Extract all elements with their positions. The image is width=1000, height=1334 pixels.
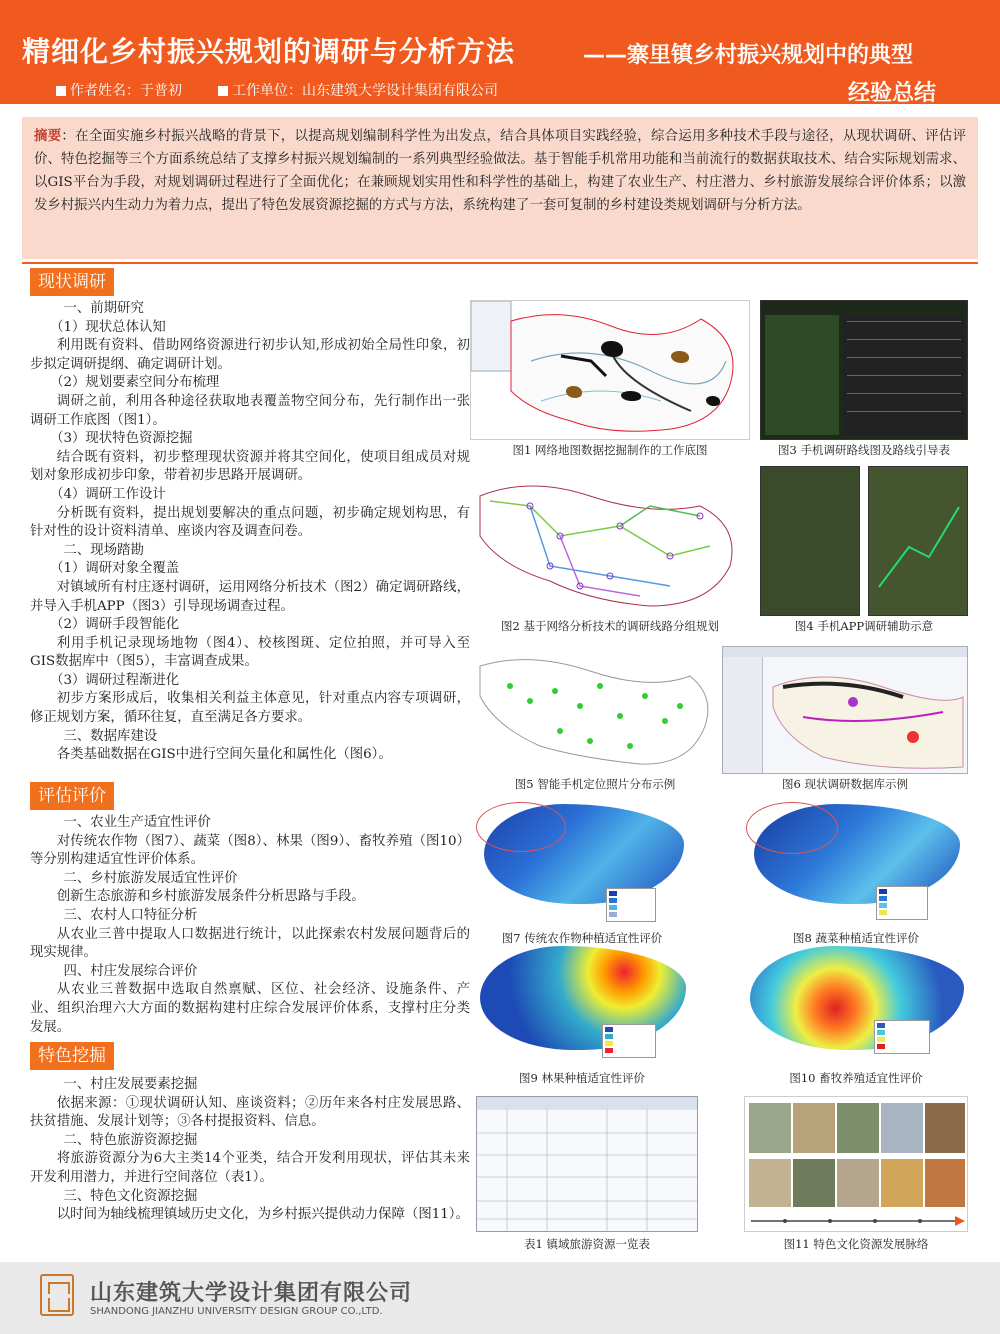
text-line: 一、农业生产适宜性评价 <box>63 815 211 830</box>
figure-11-caption: 图11 特色文化资源发展脉络 <box>783 1237 929 1251</box>
legend <box>606 888 656 922</box>
section-tag-features: 特色挖掘 <box>30 1042 114 1070</box>
text-line: 各类基础数据在GIS中进行空间矢量化和属性化（图6）。 <box>56 747 392 763</box>
settlement-blob <box>566 386 582 398</box>
page-title: 精细化乡村振兴规划的调研与分析方法 <box>22 35 516 68</box>
abstract-label: 摘要 <box>34 129 62 144</box>
figure-5-caption: 图5 智能手机定位照片分布示例 <box>514 777 676 791</box>
page-subtitle-line2: 经验总结 <box>848 81 937 106</box>
section-features-text <box>30 1076 470 1225</box>
header-banner <box>0 0 1000 104</box>
text-line: 四、村庄发展综合评价 <box>63 963 198 979</box>
text-line: （3）调研过程渐进化 <box>50 672 180 688</box>
settlement-blob <box>671 351 689 363</box>
legend <box>876 886 928 920</box>
text-line: 二、乡村旅游发展适宜性评价 <box>63 870 238 886</box>
company-logo-icon <box>40 1274 74 1316</box>
culture-photo <box>793 1103 835 1153</box>
text-line: 调研之前，利用各种途径获取地表覆盖物空间分布，先行制作出一张调研工作底图（图1）。 <box>30 393 470 428</box>
photo-locations-svg <box>470 646 720 774</box>
legend <box>874 1020 930 1054</box>
text-line: （4）调研工作设计 <box>50 486 166 502</box>
figure-6-gis-database <box>722 646 968 774</box>
text-line: （2）调研手段智能化 <box>50 617 180 633</box>
highlight-ellipse <box>476 802 566 852</box>
figure-7-crop-suitability <box>474 800 690 928</box>
culture-photo <box>925 1103 965 1153</box>
text-line: 利用手机记录现场地物（图4）、校核图斑、定位拍照，并可导入至GIS数据库中（图5），丰富调查成果。 <box>30 635 470 670</box>
culture-photo <box>793 1159 835 1207</box>
gis-toolbar <box>723 647 968 657</box>
text-line: （3）现状特色资源挖掘 <box>50 431 193 447</box>
text-line: 对传统农作物（图7）、蔬菜（图8）、林果（图9）、畜牧养殖（图10）等分别构建适宜性评价体系。 <box>30 833 470 868</box>
figure-1-caption: 图1 网络地图数据挖掘制作的工作底图 <box>512 443 708 457</box>
culture-photo <box>881 1159 923 1207</box>
author-unit: 工作单位：山东建筑大学设计集团有限公司 <box>218 80 498 100</box>
figure-9-orchard-suitability <box>474 942 690 1068</box>
text-line: 从农业三普中提取人口数据进行统计，以此探索农村发展问题背后的现实规律。 <box>30 926 470 961</box>
text-line: （1）现状总体认知 <box>50 319 166 335</box>
abstract-text: ：在全面实施乡村振兴战略的背景下，以提高规划编制科学性为出发点，结合具体项目实践经验，综合运用多种技术手段与途径，从现状调研、评估评价、特色挖掘等三个方面系统总结了支撑乡村振兴规划编制的一系列典型经验做法。基于智能手机常用功能和当前流行的数据获取技术、结合实际规划需求、以GIS平台为手段，对规划调研过程进行了全面优化；在兼顾规划实用性和科学性的基础上，构建了农业生产、村庄潜力、乡村旅游发展综合评价体系；以激发乡村振兴内生动力为着力点，提出了特色发展资源挖掘的方式与方法，系统构建了一套可复制的乡村建设类规划调研与分析方法。 <box>34 129 966 213</box>
settlement-blob <box>601 341 623 357</box>
text-line: 二、特色旅游资源挖掘 <box>63 1132 198 1148</box>
culture-photo <box>881 1103 923 1153</box>
figure-3-phone-route <box>760 300 968 440</box>
text-line: （2）规划要素空间分布梳理 <box>50 375 220 391</box>
gis-layer-panel <box>723 657 763 774</box>
figure-7-caption: 图7 传统农作物种植适宜性评价 <box>501 931 663 945</box>
satellite-map-thumb <box>765 315 839 435</box>
highlight-ellipse <box>746 802 838 854</box>
text-line: （1）调研对象全覆盖 <box>50 561 180 577</box>
page-subtitle-line1: ——寨里镇乡村振兴规划中的典型 <box>583 43 914 68</box>
section-evaluation-text <box>30 814 470 1037</box>
text-line: 初步方案形成后，收集相关利益主体意见，针对重点内容专项调研，修正规划方案，循环往复，直至满足各方要求。 <box>30 691 470 726</box>
timeline-arrow <box>745 1211 968 1231</box>
text-line: 将旅游资源分为6大主类14个亚类，结合开发利用现状，评估其未来开发利用潜力，并进行空间落位（表1）。 <box>30 1151 470 1185</box>
figure-11-culture-timeline <box>744 1096 968 1232</box>
section-tag-evaluation: 评估评价 <box>30 782 114 810</box>
figure-6-caption: 图6 现状调研数据库示例 <box>782 777 908 791</box>
culture-photo <box>837 1103 879 1153</box>
figure-1-base-map <box>470 300 750 440</box>
text-line: 三、数据库建设 <box>63 728 158 744</box>
figure-8-vegetable-suitability <box>744 800 968 928</box>
author-line <box>56 80 498 100</box>
figure-4-phone-app <box>760 466 968 616</box>
text-line: 三、特色文化资源挖掘 <box>63 1188 198 1204</box>
section-tag-survey: 现状调研 <box>30 268 114 296</box>
culture-photo <box>749 1159 791 1207</box>
text-line: 对镇域所有村庄逐村调研，运用网络分析技术（图2）确定调研路线，并导入手机APP（图3）引导现场调查过程。 <box>30 579 470 614</box>
author-name: 作者姓名：于普初 <box>56 80 182 100</box>
text-line: 利用既有资料、借助网络资源进行初步认知,形成初始全局性印象，初步拟定调研提纲、确定调研计划。 <box>30 338 470 372</box>
figure-3-caption: 图3 手机调研路线图及路线引导表 <box>778 443 950 457</box>
culture-photo <box>749 1103 791 1153</box>
settlement-blob <box>621 391 641 401</box>
phone-screen-2 <box>868 466 968 616</box>
text-line: 以时间为轴线梳理镇域历史文化，为乡村振兴提供动力保障（图11）。 <box>56 1207 469 1223</box>
figure-9-caption: 图9 林果种植适宜性评价 <box>519 1071 645 1085</box>
square-bullet-icon <box>218 86 228 96</box>
square-bullet-icon <box>56 86 66 96</box>
text-line: 分析既有资料，提出规划要解决的重点问题，初步确定规划构思，有针对性的设计资料清单、座谈内容及调查问卷。 <box>30 505 470 540</box>
figure-10-caption: 图10 畜牧养殖适宜性评价 <box>789 1071 923 1085</box>
text-line: 创新生态旅游和乡村旅游发展条件分析思路与手段。 <box>56 889 365 905</box>
figure-2-route-network <box>470 466 750 616</box>
table-1-tourism-resources <box>476 1096 698 1232</box>
figure-4-caption: 图4 手机APP调研辅助示意 <box>794 619 934 633</box>
legend <box>602 1024 656 1058</box>
base-map-svg <box>471 301 750 440</box>
text-line: 依据来源：①现状调研认知、座谈资料；②历年来各村庄发展思路、扶贫措施、发展计划等；③各村提报资料、信息。 <box>30 1095 470 1130</box>
table-1-caption: 表1 镇域旅游资源一览表 <box>524 1237 650 1251</box>
suitability-heatmap <box>750 946 964 1050</box>
text-line: 二、现场踏勘 <box>63 542 144 558</box>
figure-8-caption: 图8 蔬菜种植适宜性评价 <box>793 931 919 945</box>
text-line: 三、农村人口特征分析 <box>63 907 198 923</box>
text-line: 结合既有资料，初步整理现状资源并将其空间化，使项目组成员对规划对象形成初步印象，带着初步思路开展调研。 <box>30 449 470 484</box>
text-line: 一、前期研究 <box>63 301 144 316</box>
figure-10-livestock-suitability <box>744 942 968 1068</box>
company-name-cn: 山东建筑大学设计集团有限公司 <box>90 1281 413 1306</box>
settlement-blob <box>706 396 720 406</box>
culture-photo <box>837 1159 879 1207</box>
culture-photo <box>925 1159 965 1207</box>
abstract-box <box>22 117 978 259</box>
text-line: 一、村庄发展要素挖掘 <box>63 1077 198 1092</box>
route-network-svg <box>470 466 750 616</box>
section-survey-text <box>30 300 470 765</box>
text-line: 从农业三普数据中选取自然禀赋、区位、社会经济、设施条件、产业、组织治理六大方面的数据构建村庄综合发展评价体系，支撑村庄分类发展。 <box>30 982 470 1035</box>
divider <box>22 262 978 264</box>
route-list-table <box>843 315 965 435</box>
phone-screen-1 <box>760 466 860 616</box>
figure-5-photo-locations <box>470 646 720 774</box>
figure-2-caption: 图2 基于网络分析技术的调研线路分组规划 <box>501 619 719 633</box>
tourism-table-grid <box>477 1097 698 1232</box>
company-name-en: SHANDONG JIANZHU UNIVERSITY DESIGN GROUP CO.,LTD. <box>90 1306 383 1317</box>
footer <box>0 1262 1000 1334</box>
